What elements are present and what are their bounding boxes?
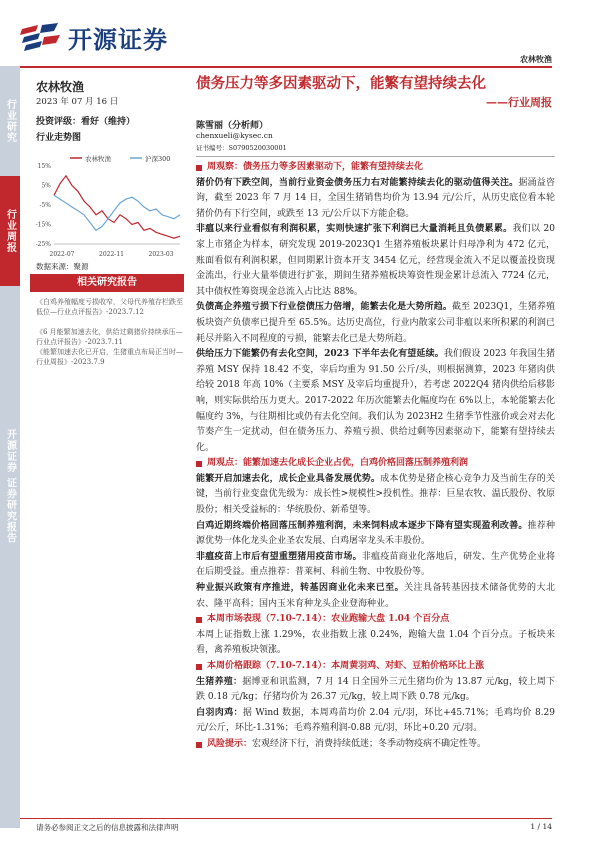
bullet-square-icon	[196, 742, 202, 748]
legend-label: 农林牧渔	[85, 155, 111, 163]
paragraph-text: 据 Wind 数据，本周鸡苗均价 2.04 元/羽，环比+45.71%；毛鸡均价 8.29 元/公斤，环比-1.31%；毛鸡养殖利润-0.88 元/羽，环比+0.20 元/羽。	[196, 707, 555, 734]
chart-source: 数据来源：聚源	[36, 262, 89, 271]
logo-icon	[20, 23, 62, 51]
section-heading-text: 本周价格跟踪（7.10-7.14）：本周黄羽鸡、对虾、豆粕价格环比上涨	[207, 661, 485, 671]
paragraph-text: 本周上证指数上涨 1.29%，农业指数上涨 0.24%，跑输大盘 1.04 个百分点。子板块来看，禽养殖板块领涨。	[196, 629, 555, 656]
paragraph-lead: 供给压力下能繁仍有去化空间，2023 下半年去化有望延续。	[196, 349, 444, 360]
bullet-square-icon	[196, 165, 202, 171]
paragraph-text: 成本优势是猪企核心竞争力及当前生存的关键，当前行业变盘优先级为：成长性>规模性>投机性。推荐：巨星农牧、温氏股份、牧原股份；相关受益标的：华统股份、新希望等。	[196, 473, 555, 516]
section-heading-text: 本周市场表现（7.10-7.14）：农业跑输大盘 1.04 个百分点	[207, 614, 450, 625]
sidebar-tag-company: 开源证券 证券研究报告	[0, 396, 20, 576]
paragraph-text: 非瘟疫苗商业化落地后，研发、生产优势企业将在后期受益。重点推荐：普莱柯、科前生物、中牧股份等。	[196, 551, 555, 578]
industry-name: 农林牧渔	[36, 80, 85, 94]
trend-chart	[30, 152, 184, 260]
paragraph-text: 宏观经济下行，消费持续低迷；冬季动物疫病不确定性等。	[252, 738, 487, 749]
body-paragraph	[196, 581, 555, 612]
chart-title: 行业走势图	[36, 133, 82, 143]
bullet-square-icon	[196, 664, 202, 670]
body-paragraph	[196, 675, 555, 706]
related-report-2[interactable]: 《6 月能繁加速去化，供给过剩猪价持续承压—行业点评报告》-2023.7.11	[36, 328, 183, 346]
y-tick-label: 15%	[37, 163, 51, 170]
paragraph-lead: 风险提示：	[207, 738, 253, 749]
body-paragraph	[196, 176, 555, 223]
section-heading	[196, 659, 555, 675]
x-tick-label: 2022-07	[49, 251, 75, 258]
header-divider	[20, 66, 552, 68]
paragraph-lead: 负债高企养殖亏损下行业偿债压力倍增，能繁去化是大势所趋。	[196, 302, 452, 313]
paragraph-lead: 生猪养殖：	[196, 676, 243, 687]
related-report-1[interactable]: 《白鸡养殖幅度亏损收窄，父母代养殖存栏跌至低位—行业点评报告》-2023.7.12	[36, 298, 183, 316]
body-paragraph	[196, 347, 555, 456]
paragraph-text: 我们假设 2023 年我国生猪养殖 MSY 保持 18.42 不变，宰后均重为 91.50 公斤/头，则根据测算，2023 年猪肉供给较 2018 年高 10%（主要系 MSY 及宰后均重提升），若考虑 2022Q4 猪肉供给后移影响，则实际供给压力更大。2017-2022 年历次能繁去化幅度均在 6%以上，本轮能繁去化幅度约 3%，与往期相比或仍有去化空间。我们认为 2023H2 生猪季节性涨价或会对去化节奏产生一定扰动，但在债务压力、养殖亏损、供给过剩等因素驱动下，能繁有望持续去化。	[196, 349, 555, 453]
analyst-divider	[196, 156, 555, 157]
analyst-email[interactable]: chenxueli@kysec.cn	[196, 131, 273, 140]
legend-label: 沪深300	[145, 155, 171, 163]
report-subtitle: ——行业周报	[486, 96, 552, 109]
company-logo	[20, 20, 240, 54]
paragraph-lead: 非瘟疫苗上市后有望重塑猪用疫苗市场。	[196, 551, 362, 562]
paragraph-text: 据博亚和讯监测，7 月 14 日全国外三元生猪均价为 13.87 元/kg，较上周下跌 0.18 元/kg；仔猪均价为 26.37 元/kg，较上周下跌 0.78 元/kg。	[196, 676, 555, 703]
body-paragraph	[196, 550, 555, 581]
related-reports-title: 相关研究报告	[30, 274, 184, 292]
y-tick-label: -25%	[35, 241, 51, 248]
body-paragraph	[196, 706, 555, 737]
body-paragraph	[196, 519, 555, 550]
paragraph-lead: 白鸡近期终端价格回落压制养殖利润，未来饲料成本逐步下降有望实现盈利改善。	[196, 520, 528, 531]
y-tick-label: -5%	[39, 202, 51, 209]
sidebar	[0, 66, 20, 828]
bullet-square-icon	[196, 617, 202, 623]
body-paragraph	[196, 222, 555, 300]
bullet-square-icon	[196, 461, 202, 467]
paragraph-text: 关注具备转基因技术储备优势的大北农、隆平高科；国内玉米育种龙头企业登海种业。	[196, 583, 555, 609]
sidebar-tag-weekly: 行业周报	[0, 176, 20, 286]
related-report-3[interactable]: 《能繁加速去化已开启，生猪重点布局正当时—行业周报》-2023.7.9	[36, 348, 183, 366]
section-heading-text: 周观察：债务压力等多因素驱动下，能繁有望持续去化	[207, 162, 424, 172]
y-tick-label: -15%	[35, 221, 51, 229]
report-body	[196, 160, 555, 753]
paragraph-lead: 能繁开启加速去化，成长企业具备发展优势。	[196, 473, 381, 484]
y-tick-label: 5%	[41, 182, 51, 190]
body-paragraph	[196, 628, 555, 659]
paragraph-text: 我们以 20 家上市猪企为样本，研究发现 2019-2023Q1 生猪养殖板块累计归母净利为 472 亿元，账面看似有利润积累，但同期累计资本开支 3454 亿元，经营现金流入不足以覆盖投资现金流出，行业大量举债进行扩张，期间生猪养殖板块筹资性现金累计总流入 7724 亿元，其中债权性筹资现金总流入占比达 88%。	[196, 224, 555, 297]
section-heading	[196, 612, 555, 628]
body-paragraph	[196, 300, 555, 347]
analyst-cert: 证书编号：S0790520030001	[196, 144, 287, 152]
section-heading-text: 周观点：能繁加速去化成长企业占优，白鸡价格回落压制养殖利润	[207, 458, 469, 469]
paragraph-lead: 猪价仍有下跌空间，当前行业资金债务压力右对能繁持续去化的驱动值得关注。	[196, 177, 519, 188]
rating: 投资评级：看好（维持）	[36, 117, 136, 127]
risk-paragraph	[196, 737, 555, 753]
report-date: 2023 年 07 月 16 日	[36, 97, 119, 107]
footer-divider	[20, 818, 552, 819]
footer-disclaimer: 请务必参阅正文之后的信息披露和法律声明	[36, 823, 179, 832]
series-line	[54, 195, 180, 230]
logo-text: 开源证券	[68, 25, 168, 54]
paragraph-lead: 非瘟以来行业看似有利润积累，实则快速扩张下利润已大量消耗且负债累累。	[196, 224, 513, 235]
analyst-name: 陈雪丽（分析师）	[196, 121, 269, 131]
paragraph-text: 据涌益咨询，截至 2023 年 7 月 14 日，全国生猪销售均价为 13.94 元/公斤，从历史底位看本轮猪价仍有下行空间，或跌至 13 元/公斤以下方能企稳。	[196, 177, 555, 219]
body-paragraph	[196, 472, 555, 519]
x-tick-label: 2023-03	[148, 251, 174, 258]
section-heading	[196, 160, 555, 176]
paragraph-text: 截至 2023Q1，生猪养殖板块资产负债率已提升至 65.5%。达历史高位，行业内散家公司非瘟以来所积累的利润已耗尽并陷入不同程度的亏损，能繁去化已是大势所趋。	[196, 302, 555, 344]
x-tick-label: 2022-11	[99, 251, 124, 258]
sidebar-tag-research: 行业研究	[0, 66, 20, 176]
paragraph-lead: 白羽肉鸡：	[196, 707, 243, 718]
page-number: 1 / 14	[530, 822, 552, 831]
paragraph-text: 推荐种源优势一体化龙头企业圣农发展、白鸡屠宰龙头禾丰股份。	[196, 520, 555, 547]
paragraph-lead: 种业振兴政策有序推进，转基因商业化未来已至。	[196, 583, 405, 594]
header-category: 农林牧渔	[520, 54, 552, 64]
section-heading	[196, 456, 555, 472]
report-title: 债务压力等多因素驱动下，能繁有望持续去化	[196, 75, 486, 92]
